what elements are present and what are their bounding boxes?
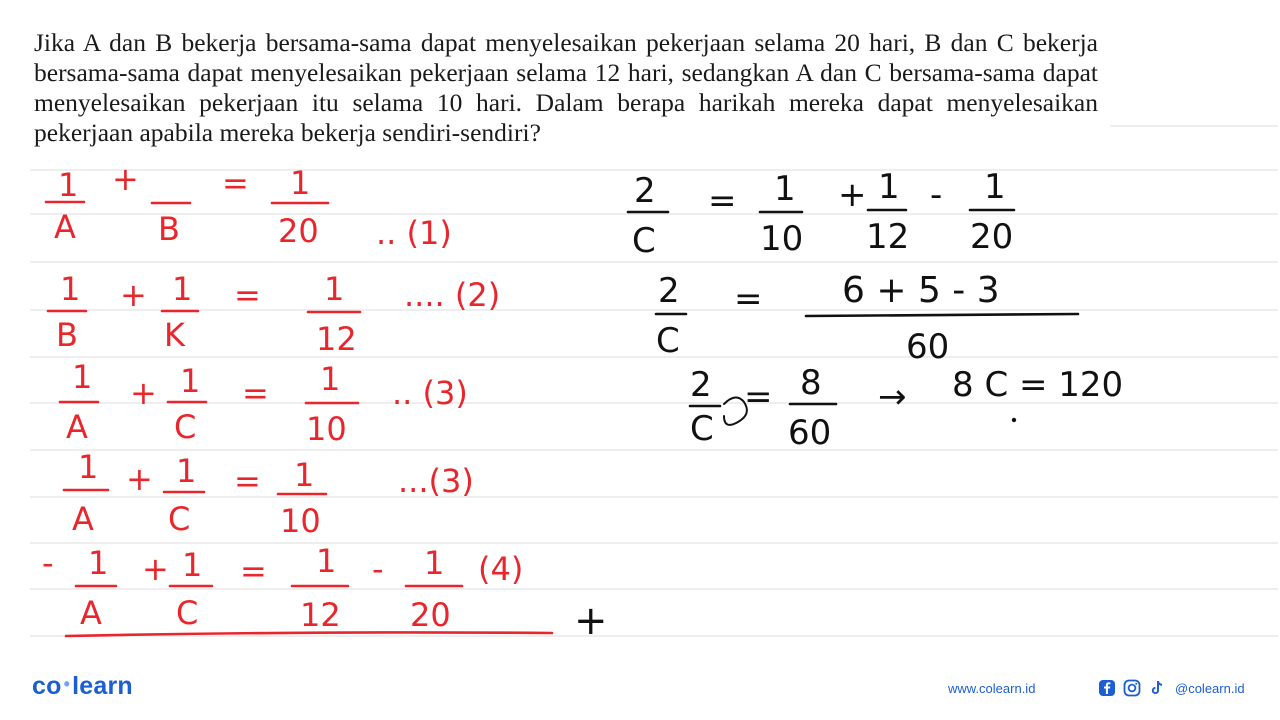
r1-eq: = — [708, 181, 737, 221]
social-links — [1098, 677, 1245, 699]
r1-c-d: 20 — [970, 217, 1014, 257]
eq2-d3: 12 — [316, 320, 357, 358]
eq2-d2: K — [164, 316, 185, 354]
eq2-op: + — [120, 276, 147, 314]
r2-num: 6 + 5 - 3 — [842, 270, 1000, 311]
eq2-n2: 1 — [172, 270, 193, 308]
r1-op1: + — [838, 175, 867, 215]
logo-part-learn: learn — [72, 672, 133, 700]
r3-r-n: 8 — [800, 363, 822, 403]
r1-n: 2 — [634, 171, 656, 211]
eq3b-tag: ...(3) — [398, 462, 474, 500]
eq2-n3: 1 — [324, 270, 345, 308]
eq4-n1: 1 — [88, 544, 109, 582]
eq4-op2: - — [372, 550, 384, 588]
r2-eq: = — [734, 279, 763, 319]
r3-r-d: 60 — [788, 413, 832, 453]
r3-result: 8 C = 120 — [952, 365, 1124, 405]
social-handle[interactable]: @colearn.id — [1175, 680, 1245, 696]
eq3-n1: 1 — [72, 358, 93, 396]
question-text: Jika A dan B bekerja bersama-sama dapat menyelesaikan pekerjaan selama 20 hari, B dan C bekerja bersama-sama dapat menyelesaikan pekerjaan selama 12 hari, sedangkan A dan C bersama-sama dapat menyelesaikan pekerjaan itu selama 10 hari. Dalam berapa harikah mereka dapat menyelesaikan pekerjaan apabila mereka bekerja sendiri-sendiri? — [34, 28, 1098, 147]
eq4-n3: 1 — [316, 542, 337, 580]
r3-d: C — [690, 409, 714, 449]
eq4-d4: 20 — [410, 596, 451, 634]
website-link[interactable]: www.colearn.id — [948, 681, 1036, 696]
sum-plus: + — [574, 598, 608, 644]
eq4-eq: = — [240, 552, 267, 590]
r1-b-n: 1 — [878, 167, 900, 207]
eq4-n2: 1 — [182, 546, 203, 584]
facebook-icon[interactable] — [1098, 679, 1116, 697]
logo-dot: • — [63, 674, 71, 694]
logo-part-co: co — [32, 672, 62, 700]
eq1-eq: = — [222, 164, 249, 202]
instagram-icon[interactable] — [1123, 679, 1141, 697]
tiktok-icon[interactable] — [1148, 679, 1166, 697]
r2-den: 60 — [906, 327, 950, 367]
eq1-d3: 20 — [278, 212, 319, 250]
footer — [0, 660, 1280, 720]
eq3b-n3: 1 — [294, 456, 315, 494]
eq1-n3: 1 — [290, 164, 311, 202]
eq1-tag: .. (1) — [376, 214, 452, 252]
eq2-n1: 1 — [60, 270, 81, 308]
eq3b-d1: A — [72, 500, 94, 538]
eq3-d3: 10 — [306, 410, 347, 448]
eq4-op: + — [142, 550, 169, 588]
r3-n: 2 — [690, 365, 712, 405]
r1-d: C — [632, 221, 656, 261]
eq1-d2: B — [158, 210, 180, 248]
eq2-tag: .... (2) — [404, 276, 501, 314]
eq4-tag: (4) — [478, 550, 524, 588]
eq3-n3: 1 — [320, 360, 341, 398]
eq3-tag: .. (3) — [392, 374, 468, 412]
eq4-n4: 1 — [424, 544, 445, 582]
r3-arrow: → — [878, 377, 907, 417]
eq1-d1: A — [54, 208, 76, 246]
r1-c-n: 1 — [984, 167, 1006, 207]
eq3b-eq: = — [234, 462, 261, 500]
eq4-d1: A — [80, 594, 102, 632]
r1-b-d: 12 — [866, 217, 910, 257]
colearn-logo — [32, 672, 133, 701]
eq3-d2: C — [174, 408, 197, 446]
r1-op2: - — [930, 175, 943, 215]
eq2-d1: B — [56, 316, 78, 354]
eq4-d2: C — [176, 594, 199, 632]
eq1-n1: 1 — [58, 166, 79, 204]
eq3b-d3: 10 — [280, 502, 321, 540]
eq4-d3: 12 — [300, 596, 341, 634]
r2-n: 2 — [658, 271, 680, 311]
eq2-eq: = — [234, 276, 261, 314]
r1-a-d: 10 — [760, 219, 804, 259]
eq3-eq: = — [242, 374, 269, 412]
eq1-op: + — [112, 160, 139, 198]
eq3-d1: A — [66, 408, 88, 446]
eq3b-d2: C — [168, 500, 191, 538]
eq3b-n2: 1 — [176, 452, 197, 490]
r1-a-n: 1 — [774, 169, 796, 209]
r3-eq: = — [744, 377, 773, 417]
eq3b-op: + — [126, 460, 153, 498]
eq3b-n1: 1 — [78, 448, 99, 486]
eq3-op: + — [130, 374, 157, 412]
eq3-n2: 1 — [180, 362, 201, 400]
r2-d: C — [656, 321, 680, 361]
eq4-neg: - — [42, 544, 54, 582]
